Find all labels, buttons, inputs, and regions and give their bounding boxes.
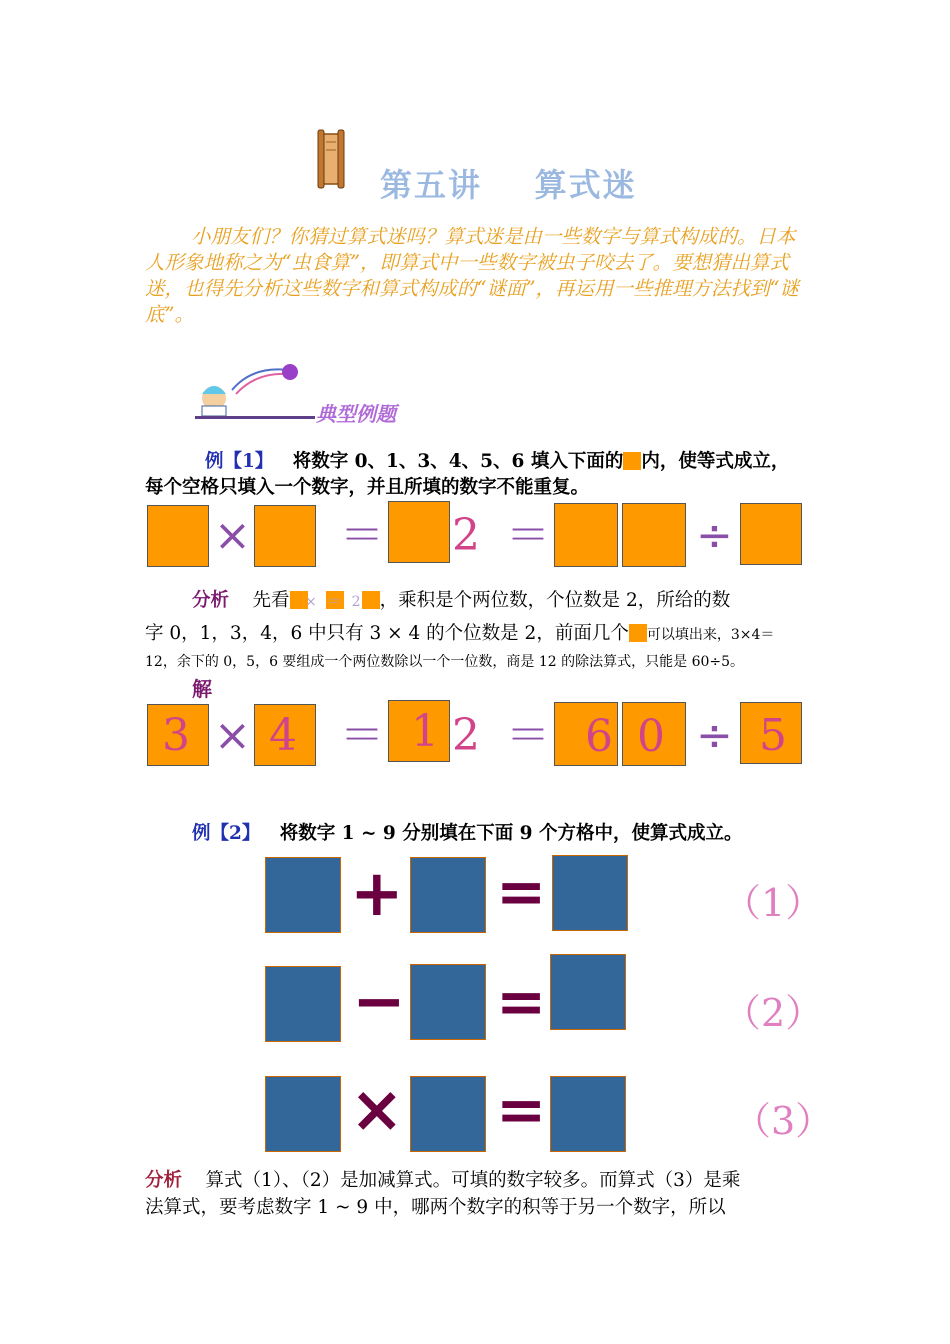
divide-symbol: ÷ <box>696 710 733 761</box>
solution-box <box>147 704 209 766</box>
equals-symbol: ＝ <box>340 510 384 561</box>
times-symbol: × <box>214 710 251 761</box>
ex1-box[interactable] <box>254 505 316 567</box>
solution-box <box>388 700 450 762</box>
ex1-box[interactable] <box>147 505 209 567</box>
equals-symbol: = <box>496 857 547 927</box>
reading-child-icon <box>192 360 302 422</box>
solution-label: 解 <box>192 677 212 701</box>
ex1-box[interactable] <box>554 503 618 567</box>
plus-symbol: + <box>350 857 404 931</box>
ex2-analysis-line2: 法算式，要考虑数字 1 ~ 9 中，哪两个数字的积等于另一个数字，所以 <box>145 1197 726 1218</box>
solution-box <box>622 702 686 766</box>
ex2-text: 将数字 1 ~ 9 分别填在下面 9 个方格中，使算式成立。 <box>279 823 743 844</box>
ex2-box[interactable] <box>265 966 341 1042</box>
intro-text: 小朋友们？你猜过算式迷吗？算式迷是由一些数字与算式构成的。日本人形象地称之为“虫食算”，即算式中一些数字被虫子咬去了。要想猜出算式迷，也得先分析这些数字和算式构成的“谜面”，再运用一些推理方法找到“谜底”。 <box>145 225 799 326</box>
equals-symbol: ＝ <box>340 710 384 761</box>
solution-digit: 3 <box>162 710 190 761</box>
ex1-text-b: 内，使等式成立， <box>641 451 790 472</box>
analysis-mini-ops: × ＝ 2 <box>305 594 364 610</box>
ex2-box[interactable] <box>265 857 341 933</box>
section-underline <box>195 416 315 419</box>
ex1-box[interactable] <box>388 501 450 563</box>
ex2-box[interactable] <box>265 1076 341 1152</box>
ex1-statement <box>205 449 825 475</box>
ex1-box[interactable] <box>622 503 686 567</box>
solution-digit: 0 <box>637 711 665 762</box>
equals-symbol: = <box>496 967 547 1037</box>
intro-paragraph <box>145 224 810 328</box>
ex1-statement-2: 每个空格只填入一个数字，并且所填的数字不能重复。 <box>145 477 590 498</box>
ex2-statement <box>192 821 832 847</box>
ex1-analysis-line2 <box>145 621 825 648</box>
equation-label-3: （3） <box>733 1099 834 1143</box>
divide-symbol: ÷ <box>696 510 733 561</box>
section-title: 典型例题 <box>316 402 396 426</box>
ex2-box[interactable] <box>552 855 628 931</box>
page-title: 第五讲 算式迷 <box>380 166 637 204</box>
given-digit: 2 <box>452 510 480 561</box>
solution-digit: 5 <box>759 710 787 761</box>
solution-box <box>254 704 316 766</box>
ex1-box[interactable] <box>740 503 802 565</box>
analysis-text-b: ，乘积是个两位数，个位数是 2，所给的数 <box>379 590 731 611</box>
solution-digit: 1 <box>411 706 439 757</box>
ex2-label: 例【2】 <box>192 823 261 844</box>
ex1-analysis-line3: 12，余下的 0，5，6 要组成一个两位数除以一个一位数，商是 12 的除法算式，只能是 60÷5。 <box>145 654 745 670</box>
ex1-label: 例【1】 <box>205 451 274 472</box>
solution-digit: 4 <box>269 710 297 761</box>
ex1-analysis-line1 <box>192 588 832 614</box>
ex2-analysis-line1 <box>145 1168 825 1194</box>
analysis-text-a: 先看 <box>252 590 290 611</box>
equals-symbol: ＝ <box>506 510 550 561</box>
solution-box <box>554 702 618 766</box>
ex1-text-a: 将数字 0、1、3、4、5、6 填入下面的 <box>292 451 624 472</box>
solution-digit: 2 <box>452 710 480 761</box>
ex2-box[interactable] <box>410 964 486 1040</box>
solution-digit: 6 <box>585 711 613 762</box>
analysis-label: 分析 <box>145 1170 183 1191</box>
mini-box-icon <box>629 624 647 642</box>
equation-label-1: （1） <box>723 881 824 925</box>
equals-symbol: = <box>496 1075 547 1145</box>
ex2-analysis-text-a: 算式（1）、（2）是加减算式。可填的数字较多。而算式（3）是乘 <box>205 1170 741 1191</box>
mini-box-icon <box>362 591 380 609</box>
analysis-label: 分析 <box>192 590 230 611</box>
minus-symbol: − <box>352 965 406 1039</box>
equation-label-2: （2） <box>723 991 824 1035</box>
ex2-box[interactable] <box>550 1076 626 1152</box>
times-symbol: × <box>214 510 251 561</box>
scroll-icon <box>314 128 348 190</box>
solution-box <box>740 702 802 764</box>
analysis-text-d: 可以填出来，3×4＝ <box>646 627 775 643</box>
ex2-box[interactable] <box>550 954 626 1030</box>
ex2-box[interactable] <box>410 857 486 933</box>
mini-box-icon <box>623 452 641 470</box>
equals-symbol: ＝ <box>506 710 550 761</box>
analysis-text-c: 字 0，1，3，4，6 中只有 3 × 4 的个位数是 2，前面几个 <box>145 623 629 644</box>
ex2-box[interactable] <box>410 1076 486 1152</box>
times-symbol: × <box>350 1073 404 1147</box>
